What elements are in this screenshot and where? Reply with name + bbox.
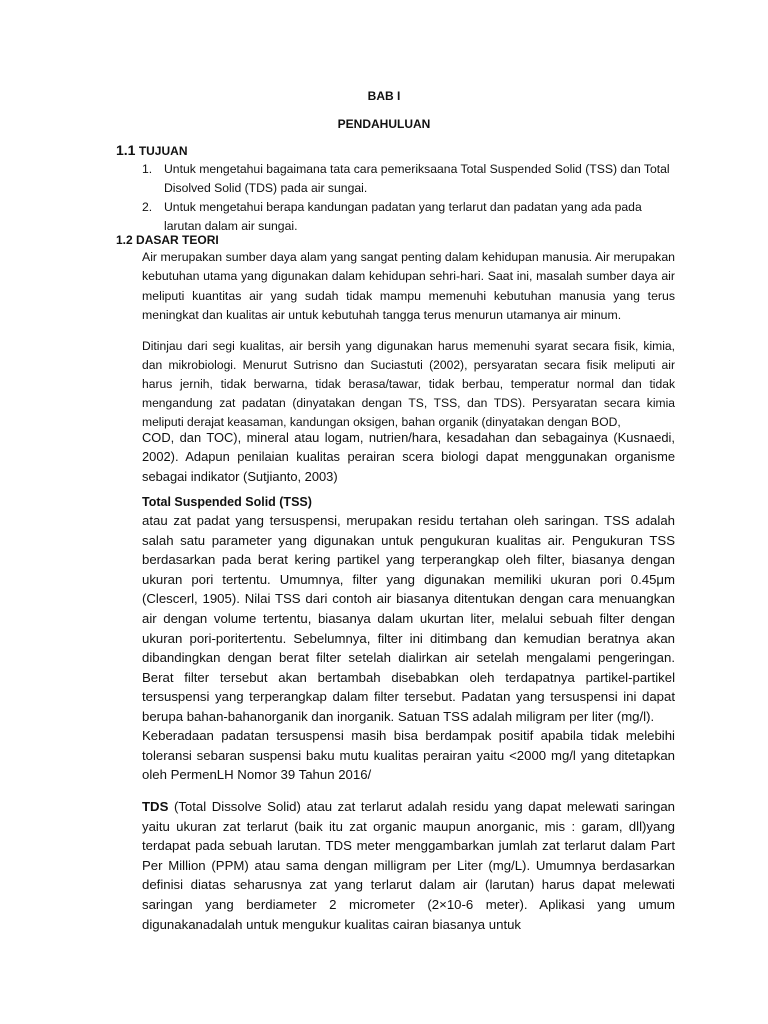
list-item	[142, 198, 672, 236]
tds-paragraph	[142, 797, 675, 934]
section-number: 1.1	[116, 142, 136, 158]
theory-paragraph-2a: Ditinjau dari segi kualitas, air bersih yang digunakan harus memenuhi syarat secara fisik, kimia, dan mikrobiologi. Menurut Sutrisno dan Suciastuti (2002), persyaratan secara fisik meliputi air harus jernih, tidak berwarna, tidak berasa/tawar, tidak berbau, temperatur normal dan tidak mengandung zat padatan (dinyatakan dengan TS, TSS, dan TDS). Persyaratan secara kimia meliputi derajat keasaman, kandungan oksigen, bahan organik (dinyatakan dengan BOD,	[142, 339, 675, 430]
section-heading-tujuan	[116, 142, 187, 158]
chapter-number: BAB I	[367, 89, 401, 103]
theory-paragraph-2b: COD, dan TOC), mineral atau logam, nutrien/hara, kesadahan dan sebagainya (Kusnaedi, 2002). Adapun penilaian kualitas perairan scera biologi dapat menggunakan organisme sebagai indikator (Sutjianto, 2003)	[142, 430, 675, 484]
tss-paragraph-1: atau zat padat yang tersuspensi, merupakan residu tertahan oleh saringan. TSS adalah salah satu parameter yang digunakan untuk pengukuran kualitas air. Pengukuran TSS berdasarkan pada berat kering partikel yang terperangkap oleh filter, biasanya dengan ukuran pori tertentu. Umumnya, filter yang digunakan memiliki ukuran pori 0.45μm (Clescerl, 1905). Nilai TSS dari contoh air biasanya ditentukan dengan cara menuangkan air dengan volume tertentu, biasanya dalam ukurtan liter, melalui sebuah filter dengan ukuran pori-poritertentu. Sebelumnya, filter ini ditimbang dan kemudian beratnya akan dibandingkan dengan berat filter setelah dialirkan air setelah mengalami pengeringan. Berat filter tersebut akan bertambah disebabkan oleh terdapatnya partikel-partikel tersuspensi yang terperangkap dalam filter tersebut. Padatan yang tersuspensi ini dapat berupa bahan-bahanorganik dan inorganik. Satuan TSS adalah miligram per liter (mg/l).	[142, 513, 675, 724]
list-number: 1.	[142, 162, 153, 176]
objectives-list	[142, 160, 672, 236]
list-number: 2.	[142, 200, 153, 214]
tss-paragraph-2: Keberadaan padatan tersuspensi masih bisa berdampak positif apabila tidak melebihi toleransi sebaran suspensi baku mutu kualitas perairan yaitu <2000 mg/l yang ditetapkan oleh PermenLH Nomor 39 Tahun 2016/	[142, 728, 675, 783]
theory-paragraph-1: Air merupakan sumber daya alam yang sangat penting dalam kehidupan manusia. Air merupakan kebutuhan utama yang digunakan dalam kehidupan sehri-hari. Saat ini, masalah sumber daya air meliputi kuantitas air yang sudah tidak mampu memenuhi kebutuhan manusia yang terus meningkat dan kualitas air untuk kebutuhah tangga terus menurun utamanya air minum.	[142, 250, 675, 323]
chapter-title: PENDAHULUAN	[337, 117, 431, 131]
section-heading-dasar-teori	[116, 233, 219, 247]
list-text: Untuk mengetahui bagaimana tata cara pemeriksaana Total Suspended Solid (TSS) dan Total Disolved Solid (TDS) pada air sungai.	[164, 162, 670, 195]
section-title: TUJUAN	[138, 144, 188, 158]
section-title: DASAR TEORI	[136, 233, 219, 247]
list-text: Untuk mengetahui berapa kandungan padatan yang terlarut dan padatan yang ada pada larutan dalam air sungai.	[164, 200, 642, 233]
tds-term: TDS	[142, 799, 169, 814]
tds-text: (Total Dissolve Solid) atau zat terlarut adalah residu yang dapat melewati saringan yaitu ukuran zat terlarut (baik itu zat organic maupun anorganic, mis : garam, dll)yang terdapat pada sebuah larutan. TDS meter menggambarkan jumlah zat terlarut dalam Part Per Million (PPM) atau sama dengan milligram per Liter (mg/L). Umumnya berdasarkan definisi diatas seharusnya zat yang terlarut dalam air (larutan) harus dapat melewati saringan yang berdiameter 2 micrometer (2×10-6 meter). Aplikasi yang umum digunakanadalah untuk mengukur kualitas cairan biasanya untuk	[142, 799, 676, 932]
tss-heading: Total Suspended Solid (TSS)	[142, 495, 312, 509]
section-number: 1.2	[116, 233, 133, 247]
list-item	[142, 160, 672, 198]
